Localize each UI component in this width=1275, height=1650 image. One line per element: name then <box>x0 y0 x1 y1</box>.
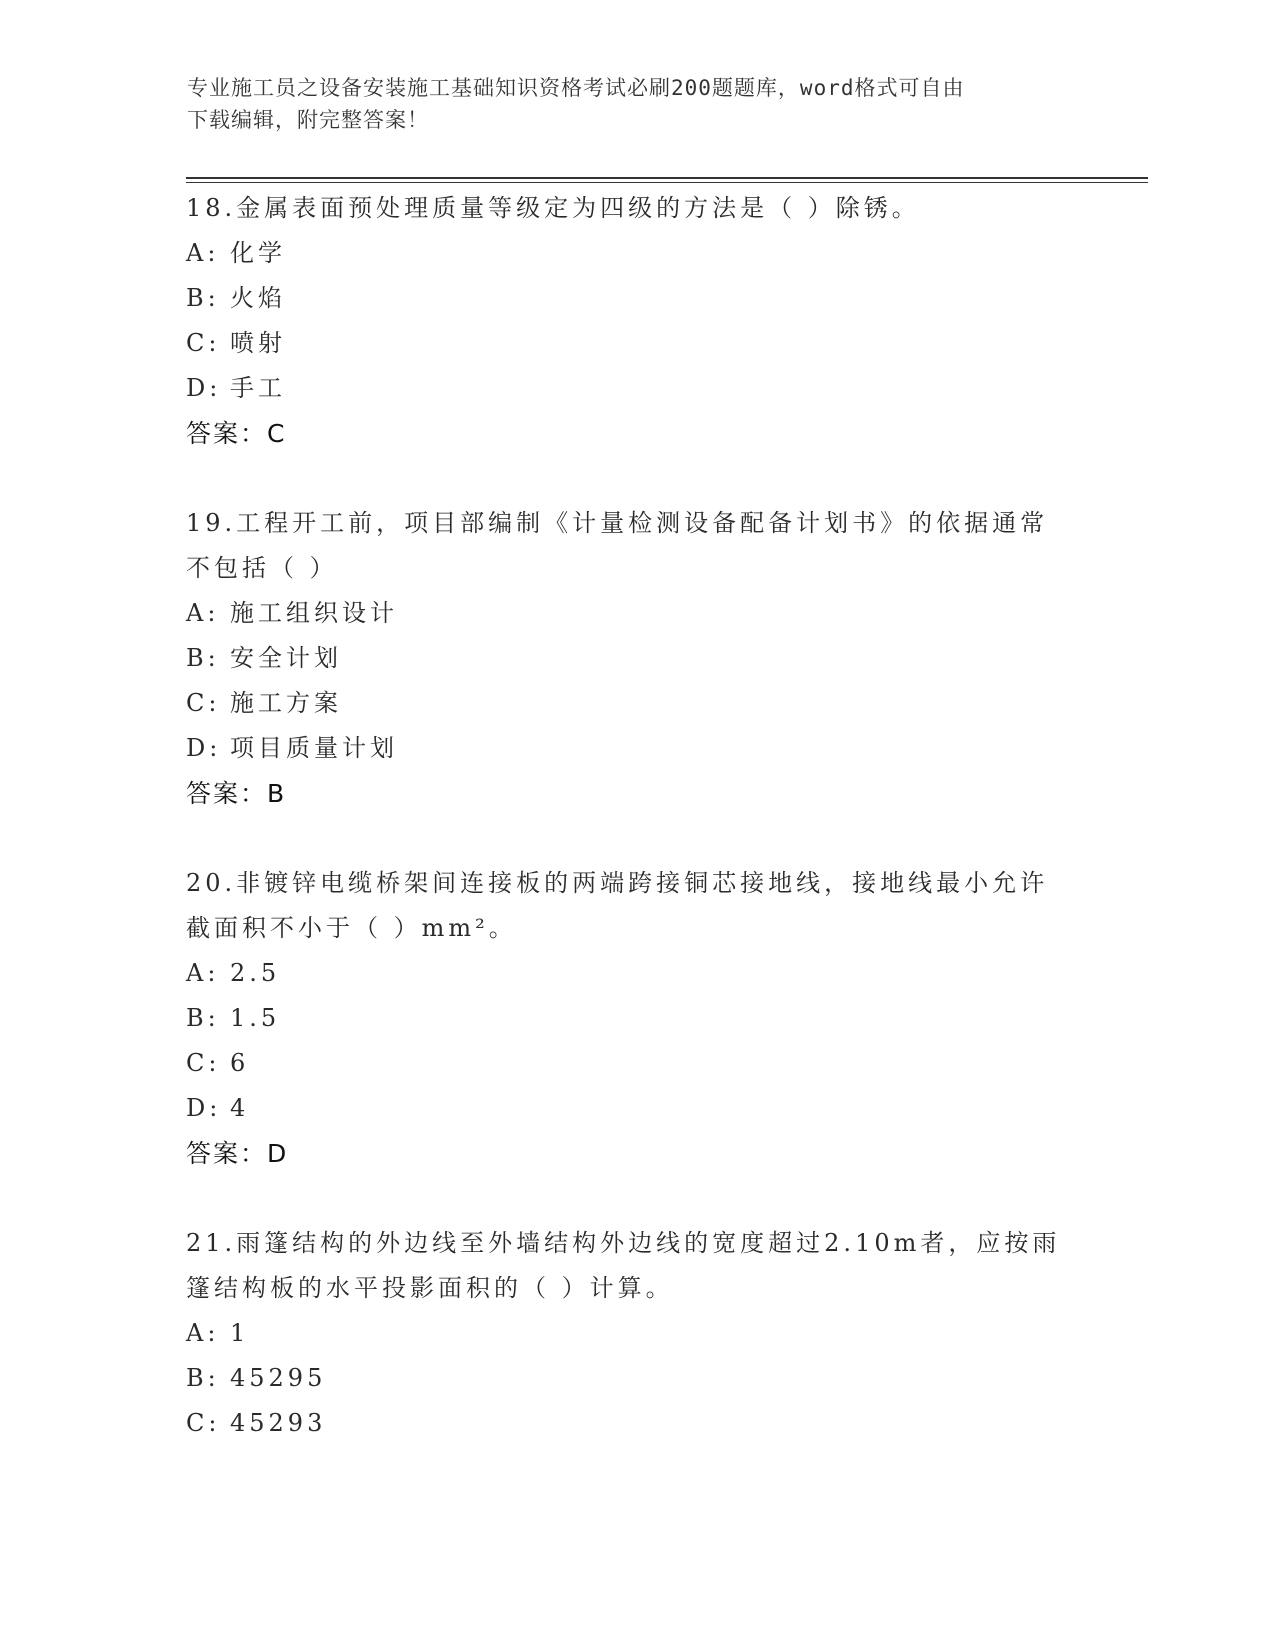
option-c <box>186 1401 1086 1446</box>
option-text: 手工 <box>230 374 286 402</box>
header-divider-thin <box>186 182 1148 183</box>
question-18 <box>186 186 1086 456</box>
option-b <box>186 996 1086 1041</box>
option-text: 项目质量计划 <box>230 734 398 762</box>
option-letter: A: <box>186 239 220 267</box>
option-text: 施工方案 <box>230 689 342 717</box>
question-text-line-2: 篷结构板的水平投影面积的（ ）计算。 <box>186 1274 674 1302</box>
question-text-line-1: 21.雨篷结构的外边线至外墙结构外边线的宽度超过2.10m者，应按雨 <box>186 1229 1061 1257</box>
option-text: 施工组织设计 <box>230 599 398 627</box>
option-c <box>186 1041 1086 1086</box>
option-letter: B: <box>186 1364 220 1392</box>
question-21 <box>186 1221 1086 1446</box>
option-letter: B: <box>186 284 220 312</box>
question-20 <box>186 861 1086 1176</box>
option-text: 4 <box>230 1094 250 1122</box>
option-text: 火焰 <box>230 284 286 312</box>
option-a <box>186 951 1086 996</box>
document-header <box>187 72 1087 136</box>
option-d <box>186 726 1086 771</box>
option-a <box>186 1311 1086 1356</box>
option-letter: B: <box>186 1004 220 1032</box>
option-text: 1 <box>230 1319 250 1347</box>
option-b <box>186 276 1086 321</box>
question-19 <box>186 501 1086 816</box>
option-letter: A: <box>186 959 220 987</box>
option-letter: D: <box>186 734 222 762</box>
option-b <box>186 1356 1086 1401</box>
question-text: 18.金属表面预处理质量等级定为四级的方法是（ ）除锈。 <box>186 194 920 222</box>
option-text: 化学 <box>230 239 286 267</box>
answer: 答案：B <box>186 779 287 808</box>
answer: 答案：D <box>186 1139 289 1168</box>
option-text: 2.5 <box>230 959 281 987</box>
option-letter: C: <box>186 1049 221 1077</box>
option-text: 安全计划 <box>230 644 342 672</box>
option-c <box>186 681 1086 726</box>
option-b <box>186 636 1086 681</box>
option-letter: B: <box>186 644 220 672</box>
option-a <box>186 231 1086 276</box>
question-text-line-2: 不包括（ ） <box>186 554 338 582</box>
header-divider-thick <box>186 177 1148 179</box>
option-letter: D: <box>186 1094 222 1122</box>
question-text-line-1: 19.工程开工前，项目部编制《计量检测设备配备计划书》的依据通常 <box>186 509 1049 537</box>
option-d <box>186 366 1086 411</box>
option-a <box>186 591 1086 636</box>
answer: 答案：C <box>186 419 287 448</box>
option-c <box>186 321 1086 366</box>
question-text-line-2: 截面积不小于（ ）mm²。 <box>186 914 517 942</box>
option-letter: D: <box>186 374 222 402</box>
option-letter: C: <box>186 329 221 357</box>
header-line-2: 下载编辑，附完整答案！ <box>187 108 429 132</box>
option-letter: C: <box>186 689 221 717</box>
option-d <box>186 1086 1086 1131</box>
header-line-1: 专业施工员之设备安装施工基础知识资格考试必刷200题题库，word格式可自由 <box>187 76 965 100</box>
option-text: 6 <box>230 1049 250 1077</box>
option-text: 1.5 <box>230 1004 281 1032</box>
option-text: 45293 <box>230 1409 327 1437</box>
option-text: 45295 <box>230 1364 327 1392</box>
question-text-line-1: 20.非镀锌电缆桥架间连接板的两端跨接铜芯接地线，接地线最小允许 <box>186 869 1049 897</box>
option-letter: C: <box>186 1409 221 1437</box>
option-letter: A: <box>186 599 220 627</box>
option-letter: A: <box>186 1319 220 1347</box>
option-text: 喷射 <box>230 329 286 357</box>
